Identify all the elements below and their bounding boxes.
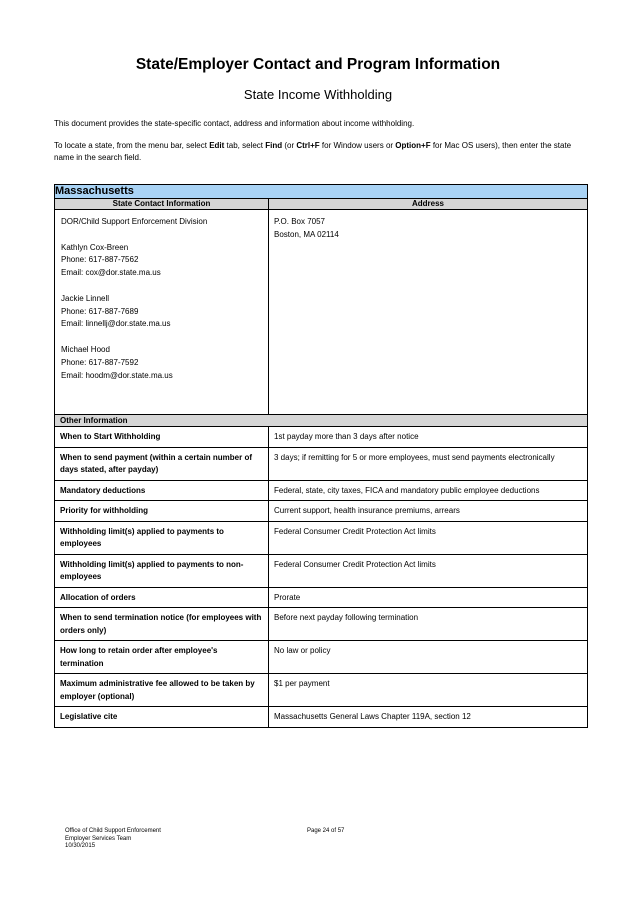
footer-line: Employer Services Team	[65, 835, 132, 842]
footer-office	[65, 828, 161, 851]
row-label: Withholding limit(s) applied to payments to employees	[55, 521, 269, 554]
intro-text-part: To locate a state, from the menu bar, select	[54, 141, 210, 150]
intro-bold-optionf: Option+F	[395, 141, 431, 150]
intro-text-part: for Window users or	[319, 141, 396, 150]
address-cell	[269, 210, 588, 415]
contact-line: Email: linnellj@dor.state.ma.us	[61, 319, 171, 329]
contact-line: Kathlyn Cox-Breen	[61, 242, 129, 252]
contact-line: Email: cox@dor.state.ma.us	[61, 268, 161, 278]
contact-line: Jackie Linnell	[61, 293, 110, 303]
table-row	[55, 641, 588, 674]
column-header-row	[55, 199, 588, 210]
row-label: Priority for withholding	[55, 501, 269, 522]
row-label: How long to retain order after employee's termination	[55, 641, 269, 674]
contact-line: Phone: 617-887-7689	[61, 306, 139, 316]
table-row	[55, 501, 588, 522]
row-label: Withholding limit(s) applied to payments to non-employees	[55, 554, 269, 587]
row-value: $1 per payment	[269, 674, 588, 707]
row-label: Allocation of orders	[55, 587, 269, 608]
contact-line: DOR/Child Support Enforcement Division	[61, 217, 208, 226]
page-title: State/Employer Contact and Program Information	[135, 56, 501, 73]
contact-block	[61, 242, 262, 280]
state-name: Massachusetts	[55, 185, 588, 199]
table-row	[55, 707, 588, 728]
intro-bold-edit: Edit	[209, 141, 225, 150]
row-value: Current support, health insurance premiums, arrears	[269, 501, 588, 522]
row-value: Federal Consumer Credit Protection Act limits	[269, 521, 588, 554]
contact-row	[55, 210, 588, 415]
row-value: 1st payday more than 3 days after notice	[269, 427, 588, 448]
intro-text-part: (or	[282, 141, 297, 150]
row-value: Federal, state, city taxes, FICA and mandatory public employee deductions	[269, 480, 588, 501]
state-info-table	[54, 184, 588, 728]
row-value: Massachusetts General Laws Chapter 119A, section 12	[269, 707, 588, 728]
row-value: Federal Consumer Credit Protection Act limits	[269, 554, 588, 587]
table-row	[55, 608, 588, 641]
table-row	[55, 427, 588, 448]
contact-block	[61, 344, 262, 382]
other-info-header-row	[55, 415, 588, 427]
table-row	[55, 447, 588, 480]
contact-line: Email: hoodm@dor.state.ma.us	[61, 370, 173, 380]
footer-line: Office of Child Support Enforcement	[65, 828, 161, 834]
address-line: Boston, MA 02114	[274, 229, 339, 239]
row-label: When to send termination notice (for employees with orders only)	[55, 608, 269, 641]
intro-text	[54, 118, 584, 174]
contact-line: Michael Hood	[61, 344, 110, 354]
info-rows	[55, 427, 588, 728]
state-header-row	[55, 185, 588, 199]
intro-bold-ctrlf: Ctrl+F	[296, 141, 320, 150]
col-header-contact: State Contact Information	[55, 199, 269, 210]
contact-info-cell	[55, 210, 269, 415]
row-value: Prorate	[269, 587, 588, 608]
table-row	[55, 480, 588, 501]
row-label: Mandatory deductions	[55, 480, 269, 501]
contact-block	[61, 216, 262, 229]
intro-bold-find: Find	[265, 141, 283, 150]
row-label: Legislative cite	[55, 707, 269, 728]
intro-paragraph-2	[54, 140, 584, 164]
address-line: P.O. Box 7057	[274, 217, 325, 226]
row-label: When to send payment (within a certain number of days stated, after payday)	[55, 447, 269, 480]
intro-paragraph-1: This document provides the state-specific contact, address and information about income withholding.	[54, 119, 415, 128]
table-row	[55, 587, 588, 608]
footer-line: 10/30/2015	[65, 843, 96, 849]
table-row	[55, 521, 588, 554]
row-label: When to Start Withholding	[55, 427, 269, 448]
other-info-label: Other Information	[55, 415, 588, 427]
table-row	[55, 554, 588, 587]
col-header-address: Address	[269, 199, 588, 210]
table-row	[55, 674, 588, 707]
footer-page-number: Page 24 of 57	[307, 828, 345, 834]
page-subtitle: State Income Withholding	[243, 87, 393, 102]
contact-line: Phone: 617-887-7562	[61, 255, 139, 265]
contact-line: Phone: 617-887-7592	[61, 357, 139, 367]
row-label: Maximum administrative fee allowed to be taken by employer (optional)	[55, 674, 269, 707]
row-value: Before next payday following termination	[269, 608, 588, 641]
row-value: No law or policy	[269, 641, 588, 674]
row-value: 3 days; if remitting for 5 or more employees, must send payments electronically	[269, 447, 588, 480]
intro-text-part: for Mac OS users), then enter the state name in the search field.	[54, 141, 572, 162]
contact-block	[61, 293, 262, 331]
intro-text-part: tab, select	[224, 141, 266, 150]
